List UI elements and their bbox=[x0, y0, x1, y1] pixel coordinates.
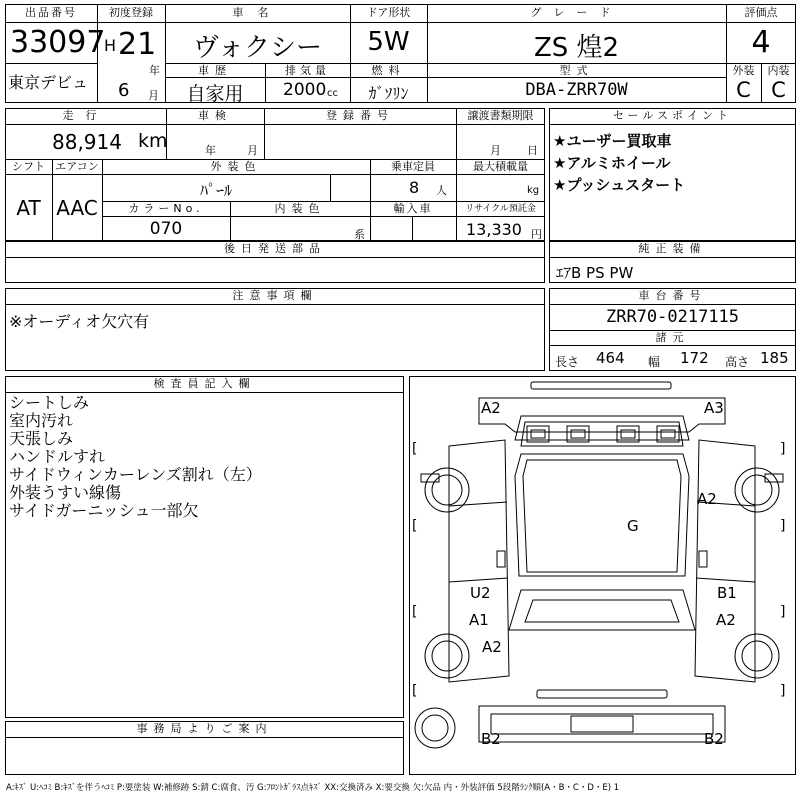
ac: AAC bbox=[56, 196, 98, 220]
door-handle-right bbox=[699, 551, 707, 567]
sales-point-item: ★アルミホイール bbox=[553, 154, 671, 172]
history: 自家用 bbox=[186, 83, 244, 105]
rear-window-inner bbox=[525, 600, 679, 622]
roof bbox=[515, 454, 689, 576]
inspector-line: 天張しみ bbox=[9, 429, 74, 448]
shift: AT bbox=[16, 196, 41, 220]
door-type: 5W bbox=[367, 27, 410, 57]
diagram-bracket: [ bbox=[412, 604, 418, 620]
max-load-label: 最大積載量 bbox=[473, 160, 528, 173]
diagram-bracket: [ bbox=[412, 518, 418, 534]
exterior-label: 外装 bbox=[732, 64, 755, 77]
mirror-right bbox=[765, 474, 783, 482]
interior-color-label: 内装色 bbox=[274, 202, 326, 215]
inspector-label: 検査員記入欄 bbox=[153, 377, 256, 390]
diagram-bracket: ] bbox=[780, 604, 786, 620]
length-label: 長さ bbox=[555, 355, 580, 369]
diagram-bracket: [ bbox=[412, 441, 418, 457]
capacity-label: 乗車定員 bbox=[391, 160, 435, 173]
sales-points-label: セールスポイント bbox=[612, 109, 732, 122]
import-label: 輸入車 bbox=[393, 202, 433, 215]
color: ﾊﾟｰﾙ bbox=[199, 181, 232, 200]
lot-number: 33097 bbox=[10, 25, 106, 60]
legend: A:ｷｽﾞ U:ﾍｺﾐ B:ｷｽﾞを伴うﾍｺﾐ P:要塗装 W:補修跡 S:錆 C:腐食、汚 G:ﾌﾛﾝﾄｶﾞﾗｽ点ｷｽﾞ XX:交換済み X:要交換 欠:欠品 内・外装評価 5段階ﾗﾝｸ順(A・B・C・D・E) 1 bbox=[6, 783, 620, 793]
sales-point-item: ★プッシュスタート bbox=[553, 176, 686, 194]
transfer-deadline-label: 譲渡書類期限 bbox=[467, 109, 534, 122]
interior-color-unit: 系 bbox=[354, 228, 365, 241]
damage-mark: A2 bbox=[481, 399, 501, 417]
notes: ※オーディオ欠穴有 bbox=[9, 312, 150, 331]
ac-label: エアコン bbox=[55, 160, 99, 173]
inspector-line: シートしみ bbox=[9, 393, 90, 412]
inspection-month-unit: 月 bbox=[247, 144, 258, 157]
inspector-line: サイドウィンカーレンズ割れ（左） bbox=[9, 465, 262, 484]
chassis-label: 車台番号 bbox=[638, 289, 707, 302]
license-plate bbox=[571, 716, 633, 732]
reg-month: 6 bbox=[118, 80, 130, 101]
reg-year-unit: 年 bbox=[149, 64, 160, 77]
model-label: 型式 bbox=[559, 64, 594, 77]
wheel-rear-right bbox=[735, 634, 779, 678]
transfer-month-unit: 月 bbox=[490, 144, 501, 157]
debut-label: 東京デビュ bbox=[8, 73, 89, 92]
recycle-label: リサイクル預託金 bbox=[465, 204, 536, 214]
car-name: ヴォクシー bbox=[193, 33, 322, 63]
later-parts-label: 後日発送部品 bbox=[224, 242, 326, 255]
mileage-unit: km bbox=[138, 130, 168, 152]
spare-wheel bbox=[415, 708, 455, 748]
office-label: 事務局よりご案内 bbox=[136, 722, 273, 735]
wheel-front-right bbox=[735, 468, 779, 512]
equipment-label: 純正装備 bbox=[638, 242, 707, 255]
color-number: 070 bbox=[149, 219, 183, 239]
displacement-label: 排気量 bbox=[285, 64, 330, 77]
color-number-label: カラーNo. bbox=[128, 202, 204, 215]
roof-inner bbox=[523, 460, 681, 572]
inspector-line: 室内汚れ bbox=[9, 411, 74, 430]
first-registration-label: 初度登録 bbox=[109, 6, 153, 19]
recycle-unit: 円 bbox=[531, 228, 542, 241]
damage-mark: B2 bbox=[704, 730, 724, 748]
fuel: ｶﾞｿﾘﾝ bbox=[368, 84, 409, 103]
damage-mark: B2 bbox=[481, 730, 501, 748]
inspector-line: サイドガーニッシュ一部欠 bbox=[9, 501, 199, 520]
rear-window bbox=[509, 590, 695, 630]
width-label: 幅 bbox=[648, 355, 661, 369]
interior-label: 内装 bbox=[767, 64, 790, 77]
chassis-number: ZRR70-0217115 bbox=[605, 307, 740, 327]
recycle-fee: 13,330 bbox=[466, 220, 522, 239]
exterior-rating: C bbox=[736, 78, 751, 102]
reg-year: 21 bbox=[118, 27, 157, 62]
mirror-left bbox=[421, 474, 439, 482]
inspector-line: 外装うすい線傷 bbox=[9, 483, 122, 502]
damage-mark: A2 bbox=[697, 490, 717, 508]
door-label: ドア形状 bbox=[366, 6, 411, 19]
grade-label: グレード bbox=[530, 6, 623, 19]
width: 172 bbox=[680, 349, 709, 367]
score-label: 評価点 bbox=[744, 6, 778, 19]
displacement: 2000 bbox=[283, 80, 327, 100]
damage-mark: B1 bbox=[717, 584, 737, 602]
car-name-label: 車名 bbox=[232, 6, 283, 19]
damage-mark: A3 bbox=[704, 399, 724, 417]
car-outline-diagram bbox=[409, 376, 796, 775]
model: DBA-ZRR70W bbox=[525, 80, 628, 100]
damage-mark: U2 bbox=[470, 584, 491, 602]
mileage: 88,914 bbox=[52, 130, 122, 154]
score: 4 bbox=[751, 25, 771, 60]
inspector-line: ハンドルすれ bbox=[9, 447, 106, 466]
dimensions-label: 諸元 bbox=[655, 331, 690, 344]
shift-label: シフト bbox=[12, 160, 45, 173]
sales-point-item: ★ユーザー買取車 bbox=[553, 132, 672, 150]
lot-number-label: 出品番号 bbox=[25, 6, 77, 19]
registration-number-label: 登録番号 bbox=[326, 109, 394, 122]
front-bumper-top bbox=[531, 382, 671, 389]
era: H bbox=[104, 36, 117, 55]
inspection-year-unit: 年 bbox=[205, 144, 216, 157]
damage-mark: G bbox=[627, 517, 639, 535]
hood bbox=[515, 416, 689, 440]
front-bumper bbox=[479, 398, 725, 432]
damage-mark: A2 bbox=[482, 638, 502, 656]
wheel-rear-left bbox=[425, 634, 469, 678]
load-unit: kg bbox=[527, 185, 540, 196]
diagram-bracket: ] bbox=[780, 518, 786, 534]
diagram-bracket: [ bbox=[412, 683, 418, 699]
capacity: 8 bbox=[409, 178, 420, 197]
inspection-label: 車検 bbox=[198, 109, 232, 122]
damage-mark: A1 bbox=[469, 611, 489, 629]
transfer-day-unit: 日 bbox=[527, 144, 538, 157]
diagram-bracket: ] bbox=[780, 683, 786, 699]
wheel-front-left bbox=[425, 468, 469, 512]
history-label: 車歴 bbox=[198, 64, 232, 77]
damage-mark: A2 bbox=[716, 611, 736, 629]
rear-bumper-inner bbox=[491, 714, 713, 734]
interior-rating: C bbox=[771, 78, 786, 102]
fuel-label: 燃料 bbox=[371, 64, 406, 77]
height-label: 高さ bbox=[725, 355, 750, 369]
notes-label: 注意事項欄 bbox=[232, 289, 318, 302]
rear-bumper-strip bbox=[537, 690, 667, 698]
capacity-unit: 人 bbox=[436, 184, 447, 197]
height: 185 bbox=[760, 349, 789, 367]
equipment: ｴｱB PS PW bbox=[556, 264, 634, 282]
length: 464 bbox=[596, 349, 625, 367]
diagram-bracket: ] bbox=[780, 441, 786, 457]
reg-month-unit: 月 bbox=[148, 89, 159, 102]
rear-bumper bbox=[479, 706, 725, 742]
displacement-unit: cc bbox=[327, 88, 338, 99]
mileage-label: 走行 bbox=[62, 109, 109, 122]
door-handle-left bbox=[497, 551, 505, 567]
grade: ZS 煌2 bbox=[533, 33, 620, 63]
color-label: 外装色 bbox=[210, 160, 262, 173]
